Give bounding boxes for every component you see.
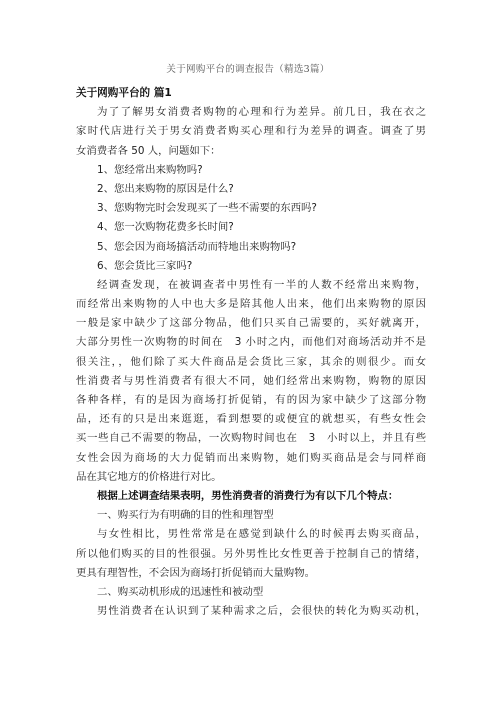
section-heading: 关于网购平台的 篇1 bbox=[76, 87, 172, 99]
subheading: 二、购买动机形成的迅速性和被动型 bbox=[97, 585, 264, 598]
question-item: 5、您会因为商场搞活动而特地出来购物吗? bbox=[97, 240, 297, 253]
paragraph-line: 一般是家中缺少了这部分物品，他们只买自己需要的，买好就离开， bbox=[76, 317, 426, 330]
paragraph-line: 为了了解男女消费者购物的心理和行为差异。前几日，我在衣之 bbox=[97, 106, 426, 119]
paragraph-line: 品，还有的只是出来逛逛，看到想要的或便宜的就想买，有些女性会 bbox=[76, 413, 426, 426]
question-item: 1、您经常出来购物吗? bbox=[97, 163, 203, 176]
paragraph-line: 大部分男性一次购物的时间在 3 小时之内，而他们对商场活动并不是 bbox=[76, 336, 426, 349]
paragraph-line: 经调查发现，在被调查者中男性有一半的人数不经常出来购物， bbox=[97, 278, 426, 291]
paragraph-line: 女性会因为商场的大力促销而出来购物，她们购买商品是会与同样商 bbox=[76, 451, 426, 464]
paragraph-line: 很关注，，他们除了买大件商品是会货比三家，其余的则很少。而女 bbox=[76, 355, 426, 368]
subheading: 一、购买行为有明确的目的性和理智型 bbox=[97, 509, 274, 522]
question-item: 2、您出来购物的原因是什么? bbox=[97, 182, 234, 195]
article-body bbox=[76, 84, 426, 621]
paragraph-line: 而经常出来购物的人中也大多是陪其他人出来，他们出来购物的原因 bbox=[76, 298, 426, 311]
paragraph-line: 性消费者与男性消费者有很大不同，她们经常出来购物，购物的原因 bbox=[76, 374, 426, 387]
paragraph-line: 买一些自己不需要的物品，一次购物时间也在 3 小时以上，并且有些 bbox=[76, 432, 426, 445]
paragraph-line: 男性消费者在认识到了某种需求之后，会很快的转化为购买动机， bbox=[97, 605, 426, 618]
summary-heading: 根据上述调查结果表明，男性消费者的消费行为有以下几个特点： bbox=[97, 489, 399, 502]
question-item: 3、您购物完时会发现买了一些不需要的东西吗? bbox=[97, 202, 317, 215]
paragraph-line: 所以他们购买的目的性很强。另外男性比女性更善于控制自己的情绪， bbox=[76, 547, 426, 560]
paragraph-line: 品在其它地方的价格进行对比。 bbox=[76, 470, 222, 483]
paragraph-line: 家时代店进行关于男女消费者购买心理和行为差异的调查。调查了男 bbox=[76, 125, 426, 138]
paragraph-line: 与女性相比，男性常常是在感觉到缺什么的时候再去购买商品， bbox=[97, 528, 426, 541]
question-item: 6、您会货比三家吗? bbox=[97, 259, 193, 272]
paragraph-line: 女消费者各 50 人，问题如下： bbox=[76, 144, 221, 157]
running-header: 关于网购平台的调查报告（精选3篇） bbox=[166, 64, 330, 75]
paragraph-line: 更具有理智性，不会因为商场打折促销而大量购物。 bbox=[76, 566, 315, 579]
paragraph-line: 各种各样，有的是因为商场打折促销，有的因为家中缺少了这部分物 bbox=[76, 394, 426, 406]
question-item: 4、您一次购物花费多长时间? bbox=[97, 221, 234, 234]
